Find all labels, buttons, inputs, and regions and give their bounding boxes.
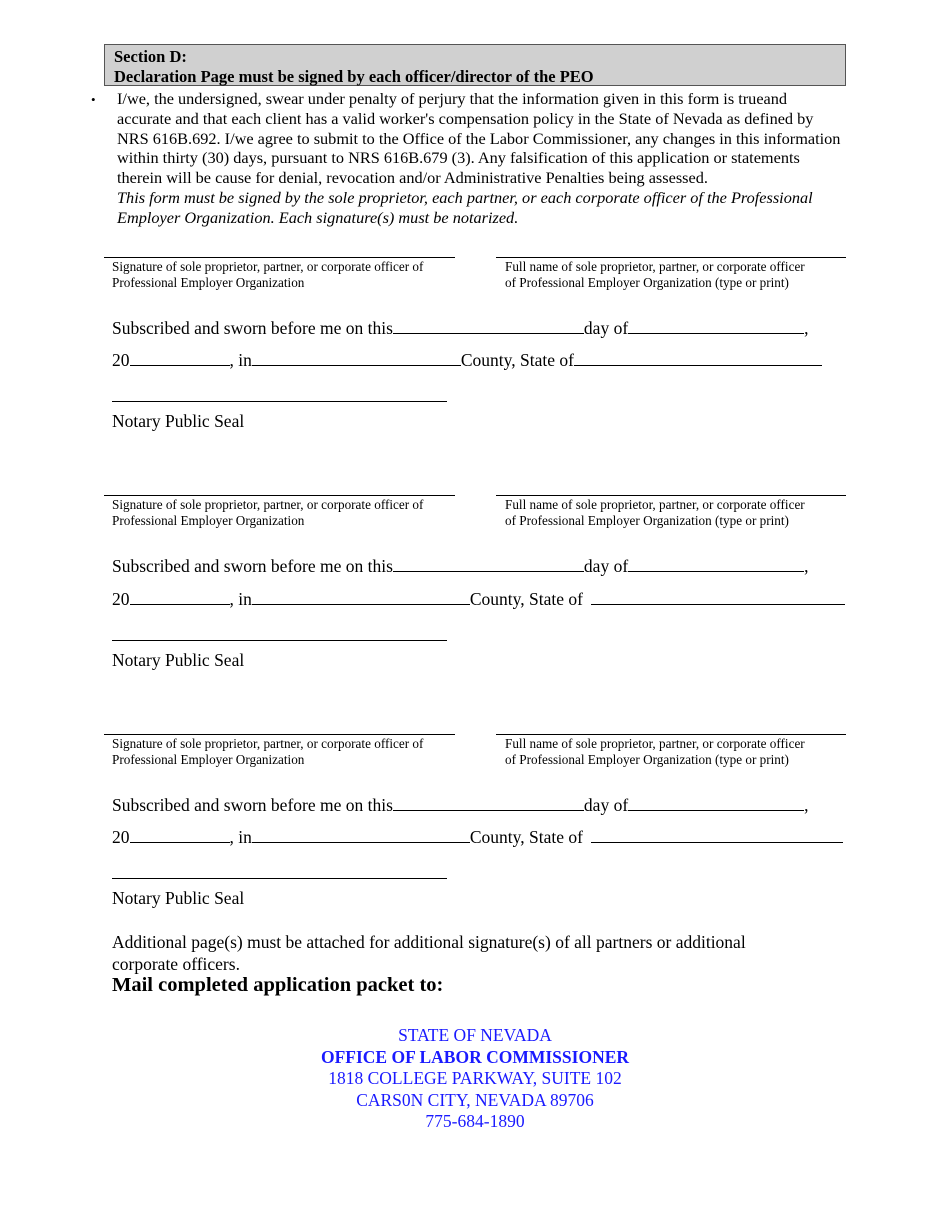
additional-note-line: corporate officers.: [112, 953, 240, 974]
sworn-text: Subscribed and sworn before me on this: [112, 795, 393, 815]
sworn-line: [112, 318, 809, 338]
county-line: [112, 827, 843, 847]
declaration-line: accurate and that each client has a valid worker's compensation policy in the State of Nevada as defined by: [117, 108, 814, 128]
year-blank[interactable]: [130, 827, 230, 843]
county-state-text: County, State of: [469, 589, 583, 609]
full-name-label: [505, 259, 805, 291]
signature-line[interactable]: [104, 495, 455, 496]
county-state-text: County, State of: [469, 827, 583, 847]
full-name-label-line: of Professional Employer Organization (type or print): [505, 752, 789, 767]
signature-label-line: Professional Employer Organization: [112, 275, 305, 290]
year-blank[interactable]: [130, 350, 230, 366]
signature-line[interactable]: [104, 257, 455, 258]
declaration-note-line: This form must be signed by the sole proprietor, each partner, or each corporate officer of the Professional: [117, 187, 813, 207]
comma-text: ,: [804, 795, 809, 815]
in-text: , in: [229, 589, 252, 609]
month-blank[interactable]: [628, 318, 804, 334]
day-blank[interactable]: [393, 556, 584, 572]
full-name-line[interactable]: [496, 734, 846, 735]
full-name-label: [505, 497, 805, 529]
signature-label: [112, 259, 423, 291]
comma-text: ,: [804, 556, 809, 576]
county-blank[interactable]: [252, 350, 461, 366]
state-blank[interactable]: [591, 827, 843, 843]
full-name-label-line: Full name of sole proprietor, partner, or corporate officer: [505, 497, 805, 512]
full-name-label-line: of Professional Employer Organization (type or print): [505, 513, 789, 528]
in-text: , in: [229, 827, 252, 847]
notary-signature-line[interactable]: [112, 878, 447, 879]
declaration-line: NRS 616B.692. I/we agree to submit to the Office of the Labor Commissioner, any changes in this information: [117, 128, 841, 148]
county-state-text: County, State of: [460, 350, 574, 370]
section-header: [104, 44, 846, 86]
day-of-text: day of: [583, 318, 629, 338]
notary-seal-label: Notary Public Seal: [112, 411, 245, 431]
comma-text: ,: [804, 318, 809, 338]
signature-label-line: Signature of sole proprietor, partner, or corporate officer of: [112, 259, 424, 274]
signature-label-line: Professional Employer Organization: [112, 513, 305, 528]
signature-line[interactable]: [104, 734, 455, 735]
notary-signature-line[interactable]: [112, 401, 447, 402]
signature-label-line: Professional Employer Organization: [112, 752, 305, 767]
address-street: 1818 COLLEGE PARKWAY, SUITE 102: [328, 1068, 622, 1088]
address-state: STATE OF NEVADA: [398, 1025, 552, 1045]
address-phone: 775-684-1890: [425, 1111, 525, 1131]
full-name-label-line: of Professional Employer Organization (type or print): [505, 275, 789, 290]
full-name-label-line: Full name of sole proprietor, partner, or corporate officer: [505, 736, 805, 751]
declaration-paragraph: [117, 89, 887, 228]
county-blank[interactable]: [252, 589, 470, 605]
sworn-text: Subscribed and sworn before me on this: [112, 556, 393, 576]
sworn-line: [112, 556, 809, 576]
county-line: [112, 350, 822, 370]
mail-title: Mail completed application packet to:: [112, 974, 444, 996]
year-prefix: 20: [112, 589, 130, 609]
day-of-text: day of: [583, 556, 629, 576]
state-blank[interactable]: [591, 589, 845, 605]
address-office: OFFICE OF LABOR COMMISSIONER: [320, 1046, 630, 1067]
declaration-line: I/we, the undersigned, swear under penalty of perjury that the information given in this form is trueand: [117, 89, 788, 108]
section-title: Section D:: [114, 47, 187, 66]
signature-label-line: Signature of sole proprietor, partner, or corporate officer of: [112, 736, 424, 751]
day-of-text: day of: [583, 795, 629, 815]
sworn-text: Subscribed and sworn before me on this: [112, 318, 393, 338]
signature-label-line: Signature of sole proprietor, partner, or corporate officer of: [112, 497, 424, 512]
notary-seal-label: Notary Public Seal: [112, 650, 245, 670]
mailing-address: [0, 1025, 950, 1133]
in-text: , in: [229, 350, 252, 370]
section-subtitle: Declaration Page must be signed by each officer/director of the PEO: [114, 67, 594, 86]
county-blank[interactable]: [252, 827, 470, 843]
full-name-line[interactable]: [496, 495, 846, 496]
signature-label: [112, 497, 423, 529]
state-blank[interactable]: [574, 350, 822, 366]
day-blank[interactable]: [393, 318, 584, 334]
additional-note-line: Additional page(s) must be attached for additional signature(s) of all partners or additional: [112, 932, 746, 952]
notary-seal-label: Notary Public Seal: [112, 888, 245, 908]
notary-signature-line[interactable]: [112, 640, 447, 641]
year-prefix: 20: [112, 350, 130, 370]
day-blank[interactable]: [393, 795, 584, 811]
declaration-line: therein will be cause for denial, revocation and/or Administrative Penalties being assessed.: [117, 168, 708, 188]
signature-label: [112, 736, 423, 768]
declaration-line: within thirty (30) days, pursuant to NRS 616B.679 (3). Any falsification of this application or statements: [117, 148, 800, 168]
additional-pages-note: [112, 932, 746, 975]
declaration-note-line: Employer Organization. Each signature(s) must be notarized.: [117, 207, 519, 227]
month-blank[interactable]: [628, 795, 804, 811]
year-blank[interactable]: [130, 589, 230, 605]
month-blank[interactable]: [628, 556, 804, 572]
full-name-label: [505, 736, 805, 768]
year-prefix: 20: [112, 827, 130, 847]
county-line: [112, 589, 845, 609]
bullet-icon: •: [91, 92, 96, 107]
full-name-label-line: Full name of sole proprietor, partner, or corporate officer: [505, 259, 805, 274]
full-name-line[interactable]: [496, 257, 846, 258]
sworn-line: [112, 795, 809, 815]
address-city: CARS0N CITY, NEVADA 89706: [356, 1089, 594, 1110]
